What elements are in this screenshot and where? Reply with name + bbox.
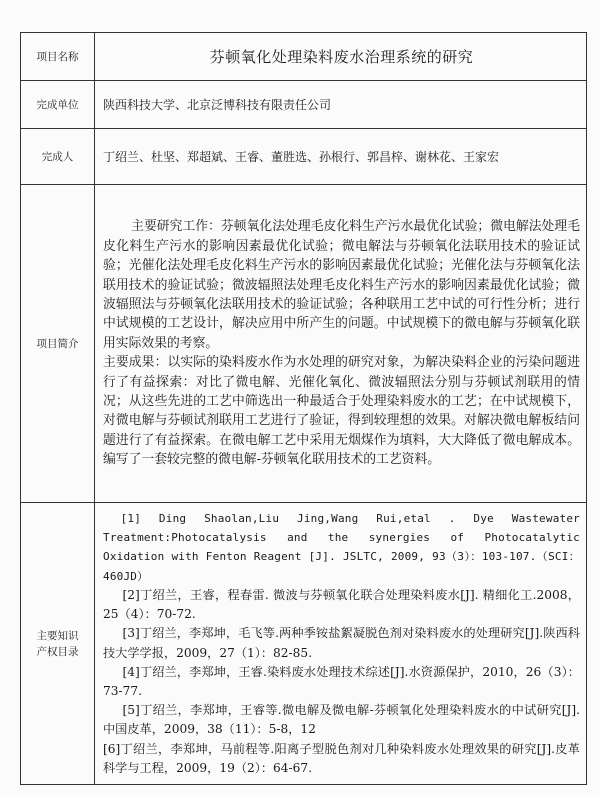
intro-research-work: 主要研究工作：芬顿氧化法处理毛皮化料生产污水最优化试验；微电解法处理毛皮化料生产污水的影响因素最优化试验；微电解法与芬顿氧化法联用技术的验证试验；光催化法处理毛皮化料生产污水的影响因素最优化试验；光催化法与芬顿氧化法联用技术的验证试验；微波辐照法处理毛皮化料生产污水的影响因素最优化试验；微波辐照法与芬顿氧化法联用技术的验证试验；各种联用工艺中试的可行性分析；进行中试规模的工艺设计，解决应用中所产生的问题。中试规模下的微电解与芬顿氧化联用实际效果的考察。 xyxy=(103,219,580,351)
ref-item: [3]丁绍兰，李郑坤，毛飞等.两种季铵盐絮凝脱色剂对染料废水的处理研究[J].陕西科技大学学报，2009，27（1）：82-85. xyxy=(103,626,580,660)
intro-main-results: 主要成果：以实际的染料废水作为水处理的研究对象，为解决染料企业的污染问题进行了有益探索：对比了微电解、光催化氧化、微波辐照法分别与芬顿试剂联用的情况；从这些先进的工艺中筛选出一种最适合于处理染料废水的工艺；在中试规模下，对微电解与芬顿试剂联用工艺进行了验证，得到较理想的效果。对解决微电解板结问题进行了有益探索。在微电解工艺中采用无烟煤作为填料，大大降低了微电解成本。编写了一套较完整的微电解-芬顿氧化联用技术的工艺资料。 xyxy=(103,355,580,468)
completion-unit: 陕西科技大学、北京泛博科技有限责任公司 xyxy=(95,81,587,129)
row-people xyxy=(21,129,587,185)
label-project-name: 项目名称 xyxy=(21,33,95,81)
row-ip xyxy=(21,503,587,785)
label-ip-line1: 主要知识 xyxy=(36,629,79,642)
ip-list xyxy=(95,503,587,785)
label-ip xyxy=(21,503,95,785)
project-intro xyxy=(95,185,587,503)
ref-item: [5]丁绍兰，李郑坤，王睿等.微电解及微电解-芬顿氧化处理染料废水的中试研究[J].中国皮革，2009，38（11）：5-8，12 xyxy=(103,703,580,737)
label-ip-line2: 产权目录 xyxy=(36,645,79,658)
row-unit xyxy=(21,81,587,129)
label-unit: 完成单位 xyxy=(21,81,95,129)
project-table xyxy=(20,32,587,785)
ref-item: [4]丁绍兰，李郑坤，王睿.染料废水处理技术综述[J].水资源保护，2010，26（3）：73-77. xyxy=(103,664,580,698)
label-intro: 项目简介 xyxy=(21,185,95,503)
award-form xyxy=(20,32,587,784)
row-project-name xyxy=(21,33,587,81)
completion-people: 丁绍兰、杜坚、郑超斌、王睿、董胜选、孙根行、郭昌梓、谢林花、王家宏 xyxy=(95,129,587,185)
row-intro xyxy=(21,185,587,503)
ref-item: [6]丁绍兰，李郑坤，马前程等.阳离子型脱色剂对几种染料废水处理效果的研究[J].皮革科学与工程，2009，19（2）：64-67. xyxy=(103,741,580,775)
project-title: 芬顿氧化处理染料废水治理系统的研究 xyxy=(95,33,587,81)
ref-item: [2]丁绍兰，王睿，程春雷. 微波与芬顿氧化联合处理染料废水[J]. 精细化工.2008，25（4）：70-72. xyxy=(103,587,580,622)
ref-item: [1] Ding Shaolan,Liu Jing,Wang Rui,etal . Dye Wastewater Treatment:Photocatalysis and the synergies of Photocatalytic Oxidation with Fenton Reagent [J]. JSLTC, 2009, 93（3）：103-107.（SCI：460JD） xyxy=(103,512,580,583)
label-people: 完成人 xyxy=(21,129,95,185)
